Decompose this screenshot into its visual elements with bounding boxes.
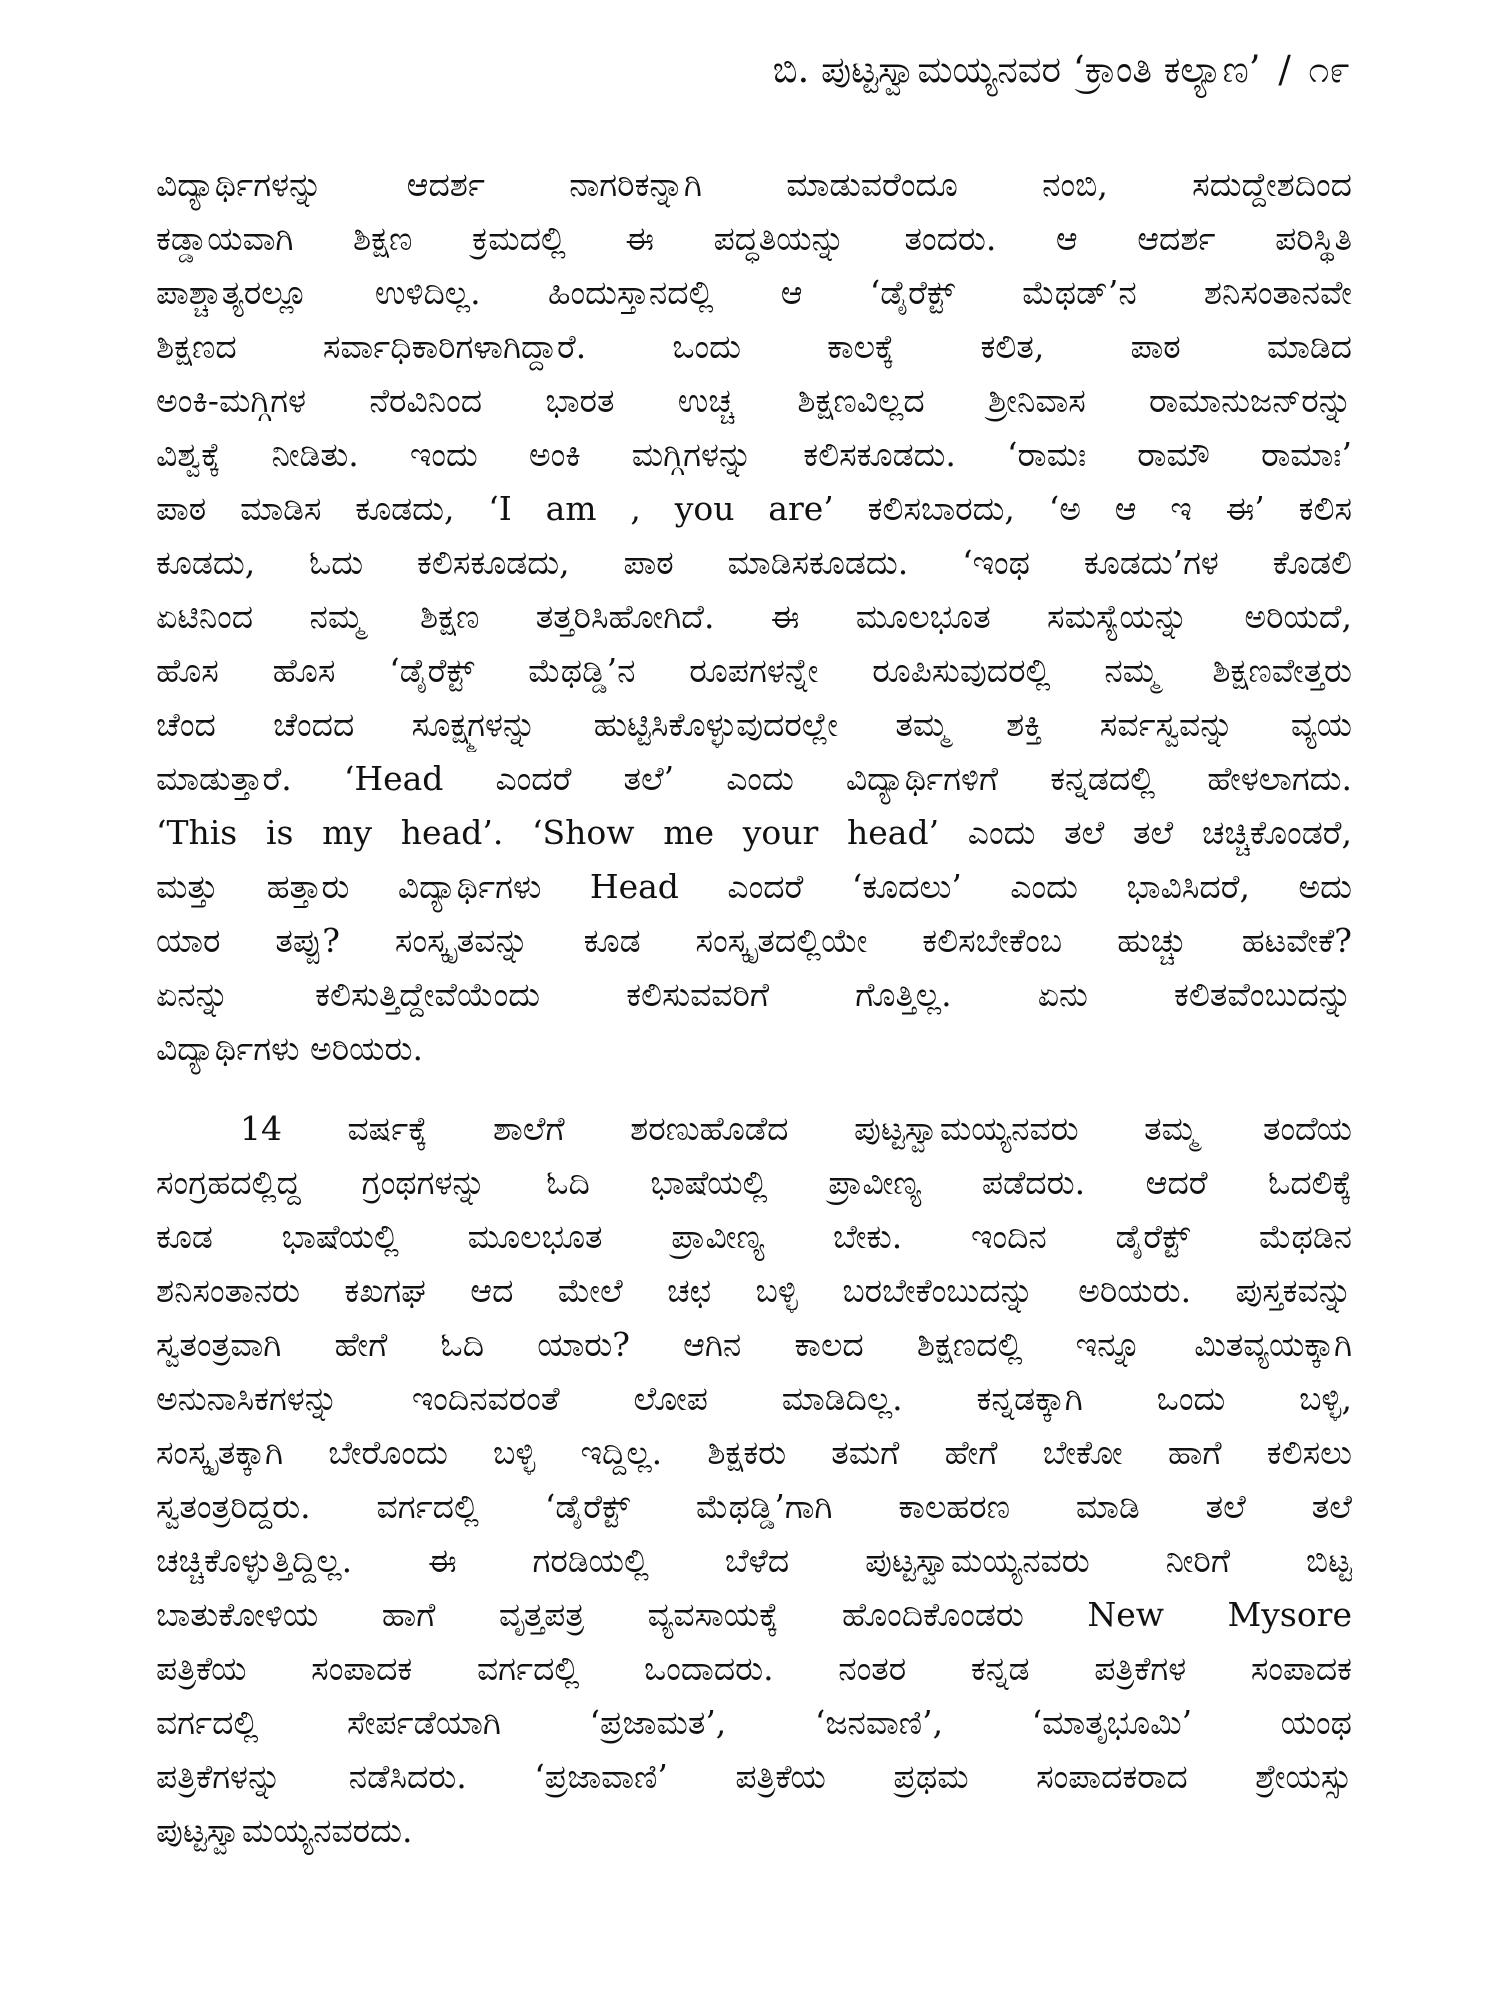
text-line: ಕೂಡದು, ಓದು ಕಲಿಸಕೂಡದು, ಪಾಠ ಮಾಡಿಸಕೂಡದು. ‘ಇಂಥ ಕೂಡದು’ಗಳ ಕೊಡಲಿ — [156, 543, 1352, 582]
text-line: ಶಿಕ್ಷಣದ ಸರ್ವಾಧಿಕಾರಿಗಳಾಗಿದ್ದಾರೆ. ಒಂದು ಕಾಲಕ್ಕೆ ಕಲಿತ, ಪಾಠ ಮಾಡಿದ — [156, 327, 1352, 366]
text-line: ಮತ್ತು ಹತ್ತಾರು ವಿದ್ಯಾರ್ಥಿಗಳು Head ಎಂದರೆ ‘ಕೂದಲು’ ಎಂದು ಭಾವಿಸಿದರೆ, ಅದು — [156, 867, 1352, 906]
text-line: ಕಡ್ಡಾಯವಾಗಿ ಶಿಕ್ಷಣ ಕ್ರಮದಲ್ಲಿ ಈ ಪದ್ಧತಿಯನ್ನು ತಂದರು. ಆ ಆದರ್ಶ ಪರಿಸ್ಥಿತಿ — [156, 219, 1352, 258]
text-line: ಪತ್ರಿಕೆಗಳನ್ನು ನಡೆಸಿದರು. ‘ಪ್ರಜಾವಾಣಿ’ ಪತ್ರಿಕೆಯ ಪ್ರಥಮ ಸಂಪಾದಕರಾದ ಶ್ರೇಯಸ್ಸು — [156, 1757, 1352, 1796]
body-text — [156, 158, 1352, 1858]
page-number: ೧೯ — [1308, 48, 1350, 91]
text-line: ಸ್ವತಂತ್ರವಾಗಿ ಹೇಗೆ ಓದಿ ಯಾರು? ಆಗಿನ ಕಾಲದ ಶಿಕ್ಷಣದಲ್ಲಿ ಇನ್ನೂ ಮಿತವ್ಯಯಕ್ಕಾಗಿ — [156, 1325, 1352, 1364]
text-line: ಅನುನಾಸಿಕಗಳನ್ನು ಇಂದಿನವರಂತೆ ಲೋಪ ಮಾಡಿದಿಲ್ಲ. ಕನ್ನಡಕ್ಕಾಗಿ ಒಂದು ಬಳ್ಳಿ, — [156, 1379, 1352, 1418]
text-line: ಮಾಡುತ್ತಾರೆ. ‘Head ಎಂದರೆ ತಲೆ’ ಎಂದು ವಿದ್ಯಾರ್ಥಿಗಳಿಗೆ ಕನ್ನಡದಲ್ಲಿ ಹೇಳಲಾಗದು. — [156, 759, 1352, 798]
paragraph-1 — [156, 158, 1352, 1076]
text-line: ಚಚ್ಚಿಕೊಳ್ಳುತ್ತಿದ್ದಿಲ್ಲ. ಈ ಗರಡಿಯಲ್ಲಿ ಬೆಳೆದ ಪುಟ್ಟಸ್ವಾಮಯ್ಯನವರು ನೀರಿಗೆ ಬಿಟ್ಟ — [156, 1541, 1352, 1580]
text-line: ಬಾತುಕೋಳಿಯ ಹಾಗೆ ವೃತ್ತಪತ್ರ ವ್ಯವಸಾಯಕ್ಕೆ ಹೊಂದಿಕೊಂಡರು New Mysore — [156, 1595, 1352, 1634]
text-line: ಅಂಕಿ-ಮಗ್ಗಿಗಳ ನೆರವಿನಿಂದ ಭಾರತ ಉಚ್ಚ ಶಿಕ್ಷಣವಿಲ್ಲದ ಶ್ರೀನಿವಾಸ ರಾಮಾನುಜನ್‌ರನ್ನು — [156, 381, 1352, 420]
text-line: ಏನನ್ನು ಕಲಿಸುತ್ತಿದ್ದೇವೆಯೆಂದು ಕಲಿಸುವವರಿಗೆ ಗೊತ್ತಿಲ್ಲ. ಏನು ಕಲಿತವೆಂಬುದನ್ನು — [156, 975, 1352, 1014]
paragraph-gap — [156, 1076, 1352, 1102]
text-line: ಪತ್ರಿಕೆಯ ಸಂಪಾದಕ ವರ್ಗದಲ್ಲಿ ಒಂದಾದರು. ನಂತರ ಕನ್ನಡ ಪತ್ರಿಕೆಗಳ ಸಂಪಾದಕ — [156, 1649, 1352, 1688]
text-line: 14 ವರ್ಷಕ್ಕೆ ಶಾಲೆಗೆ ಶರಣುಹೊಡೆದ ಪುಟ್ಟಸ್ವಾಮಯ್ಯನವರು ತಮ್ಮ ತಂದೆಯ — [240, 1109, 1352, 1148]
text-line: ವಿದ್ಯಾರ್ಥಿಗಳು ಅರಿಯರು. — [156, 1029, 423, 1068]
text-line: ವರ್ಗದಲ್ಲಿ ಸೇರ್ಪಡೆಯಾಗಿ ‘ಪ್ರಜಾಮತ’, ‘ಜನವಾಣಿ’, ‘ಮಾತೃಭೂಮಿ’ ಯಂಥ — [156, 1703, 1352, 1742]
paragraph-2 — [156, 1102, 1352, 1858]
text-line: ‘This is my head’. ‘Show me your head’ ಎಂದು ತಲೆ ತಲೆ ಚಚ್ಚಿಕೊಂಡರೆ, — [156, 813, 1352, 852]
text-line: ಸಂಸ್ಕೃತಕ್ಕಾಗಿ ಬೇರೊಂದು ಬಳ್ಳಿ ಇದ್ದಿಲ್ಲ. ಶಿಕ್ಷಕರು ತಮಗೆ ಹೇಗೆ ಬೇಕೋ ಹಾಗೆ ಕಲಿಸಲು — [156, 1433, 1352, 1472]
text-line: ಚೆಂದ ಚೆಂದದ ಸೂಕ್ಷ್ಮಗಳನ್ನು ಹುಟ್ಟಿಸಿಕೊಳ್ಳುವುದರಲ್ಲೇ ತಮ್ಮ ಶಕ್ತಿ ಸರ್ವಸ್ವವನ್ನು ವ್ಯಯ — [156, 705, 1352, 744]
text-line: ಸಂಗ್ರಹದಲ್ಲಿದ್ದ ಗ್ರಂಥಗಳನ್ನು ಓದಿ ಭಾಷೆಯಲ್ಲಿ ಪ್ರಾವೀಣ್ಯ ಪಡೆದರು. ಆದರೆ ಓದಲಿಕ್ಕೆ — [156, 1163, 1352, 1202]
text-line: ಪಾಶ್ಚಾತ್ಯರಲ್ಲೂ ಉಳಿದಿಲ್ಲ. ಹಿಂದುಸ್ತಾನದಲ್ಲಿ ಆ ‘ಡೈರೆಕ್ಟ್ ಮೆಥಡ್’ನ ಶನಿಸಂತಾನವೇ — [156, 273, 1352, 312]
text-line: ಏಟಿನಿಂದ ನಮ್ಮ ಶಿಕ್ಷಣ ತತ್ತರಿಸಿಹೋಗಿದೆ. ಈ ಮೂಲಭೂತ ಸಮಸ್ಯೆಯನ್ನು ಅರಿಯದೆ, — [156, 597, 1352, 636]
text-line: ವಿದ್ಯಾರ್ಥಿಗಳನ್ನು ಆದರ್ಶ ನಾಗರಿಕನ್ನಾಗಿ ಮಾಡುವರೆಂದೂ ನಂಬಿ, ಸದುದ್ದೇಶದಿಂದ — [156, 165, 1352, 204]
text-line: ಪಾಠ ಮಾಡಿಸ ಕೂಡದು, ‘I am , you are’ ಕಲಿಸಬಾರದು, ‘ಅ ಆ ಇ ಈ’ ಕಲಿಸ — [156, 489, 1352, 528]
text-line: ವಿಶ್ವಕ್ಕೆ ನೀಡಿತು. ಇಂದು ಅಂಕಿ ಮಗ್ಗಿಗಳನ್ನು ಕಲಿಸಕೂಡದು. ‘ರಾಮಃ ರಾಮೌ ರಾಮಾಃ’ — [156, 435, 1352, 474]
text-line: ಕೂಡ ಭಾಷೆಯಲ್ಲಿ ಮೂಲಭೂತ ಪ್ರಾವೀಣ್ಯ ಬೇಕು. ಇಂದಿನ ಡೈರೆಕ್ಟ್ ಮೆಥಡಿನ — [156, 1217, 1352, 1256]
running-header-title: ಬಿ. ಪುಟ್ಟಸ್ವಾಮಯ್ಯನವರ ‘ಕ್ರಾಂತಿ ಕಲ್ಯಾಣ’ — [772, 48, 1261, 91]
text-line: ಹೊಸ ಹೊಸ ‘ಡೈರೆಕ್ಟ್ ಮೆಥಡ್ಡಿ’ನ ರೂಪಗಳನ್ನೇ ರೂಪಿಸುವುದರಲ್ಲಿ ನಮ್ಮ ಶಿಕ್ಷಣವೇತ್ತರು — [156, 651, 1352, 690]
text-line: ಯಾರ ತಪ್ಪು? ಸಂಸ್ಕೃತವನ್ನು ಕೂಡ ಸಂಸ್ಕೃತದಲ್ಲಿಯೇ ಕಲಿಸಬೇಕೆಂಬ ಹುಚ್ಚು ಹಟವೇಕೆ? — [156, 921, 1352, 960]
text-line: ಪುಟ್ಟಸ್ವಾಮಯ್ಯನವರದು. — [156, 1811, 413, 1850]
running-header-separator: / — [1278, 48, 1291, 91]
text-line: ಶನಿಸಂತಾನರು ಕಖಗಘ ಆದ ಮೇಲೆ ಚಛ ಬಳ್ಳಿ ಬರಬೇಕೆಂಬುದನ್ನು ಅರಿಯರು. ಪುಸ್ತಕವನ್ನು — [156, 1271, 1352, 1310]
running-header — [150, 40, 1350, 100]
text-line: ಸ್ವತಂತ್ರರಿದ್ದರು. ವರ್ಗದಲ್ಲಿ ‘ಡೈರೆಕ್ಟ್ ಮೆಥಡ್ಡಿ’ಗಾಗಿ ಕಾಲಹರಣ ಮಾಡಿ ತಲೆ ತಲೆ — [156, 1487, 1352, 1526]
